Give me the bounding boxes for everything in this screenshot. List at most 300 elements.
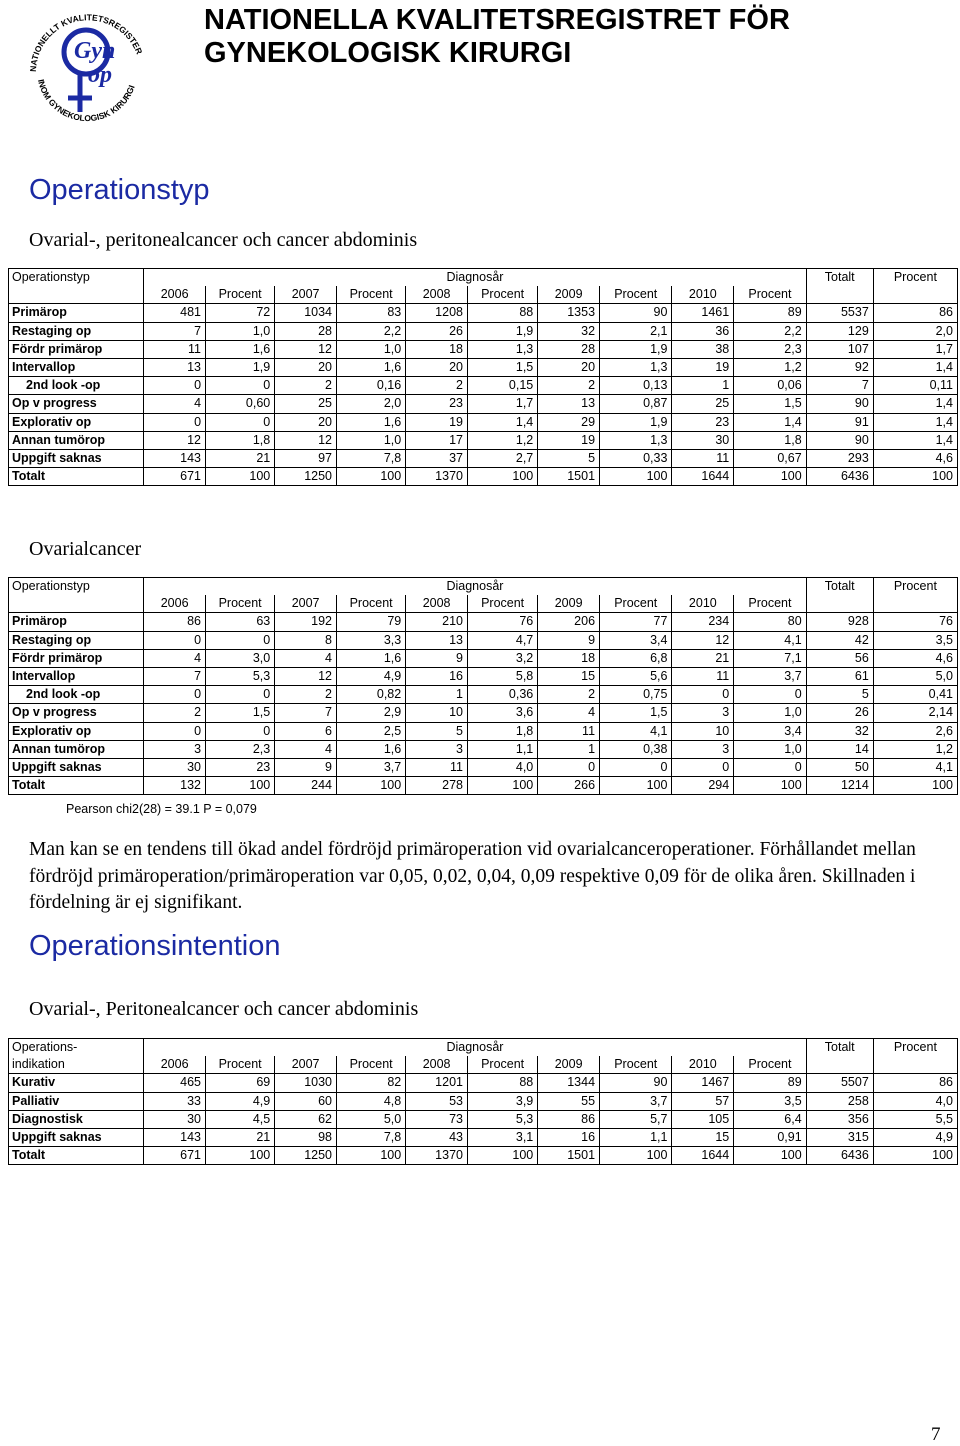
table-cell: 1,4 xyxy=(734,413,806,431)
row-label: Explorativ op xyxy=(9,722,144,740)
table-cell: 100 xyxy=(206,1147,275,1165)
table-cell: 100 xyxy=(734,1147,806,1165)
table-cell: 100 xyxy=(600,777,672,795)
table-cell: 61 xyxy=(806,667,873,685)
table-cell: 1,0 xyxy=(337,431,406,449)
col-header: Operations- xyxy=(9,1039,144,1057)
table-cell: 19 xyxy=(672,358,734,376)
table-cell: 32 xyxy=(806,722,873,740)
table-cell: 12 xyxy=(275,431,337,449)
table-cell: 30 xyxy=(144,758,206,776)
table-cell: 3,3 xyxy=(337,631,406,649)
table-cell: 33 xyxy=(144,1092,206,1110)
table-cell: 28 xyxy=(538,340,600,358)
table-row xyxy=(9,395,958,413)
table-cell: 3 xyxy=(672,740,734,758)
table-cell: 1201 xyxy=(406,1074,468,1092)
year-subheader: Procent xyxy=(206,286,275,304)
table-cell: 2,6 xyxy=(873,722,957,740)
table-cell: 3 xyxy=(672,704,734,722)
table-cell: 0 xyxy=(206,631,275,649)
table-cell: 100 xyxy=(873,777,957,795)
table-cell: 80 xyxy=(734,613,806,631)
table-cell: 1,2 xyxy=(873,740,957,758)
table-row xyxy=(9,1128,958,1146)
table-cell: 20 xyxy=(275,358,337,376)
year-subheader: 2009 xyxy=(538,1056,600,1074)
table-cell: 11 xyxy=(672,667,734,685)
row-label: Kurativ xyxy=(9,1074,144,1092)
table-cell: 671 xyxy=(144,468,206,486)
table-cell: 0 xyxy=(144,631,206,649)
table-cell: 1,8 xyxy=(206,431,275,449)
row-label: Restaging op xyxy=(9,631,144,649)
table-cell: 1 xyxy=(538,740,600,758)
year-subheader: Procent xyxy=(337,286,406,304)
section-subtitle-peritoneal: Ovarial-, Peritonealcancer och cancer abdominis xyxy=(29,998,419,1020)
totalt-blank xyxy=(806,1056,873,1074)
table-cell: 100 xyxy=(873,1147,957,1165)
table-cell: 2,2 xyxy=(734,322,806,340)
table-cell: 2,14 xyxy=(873,704,957,722)
table-row xyxy=(9,1074,958,1092)
table-cell: 23 xyxy=(206,758,275,776)
table-cell: 0,16 xyxy=(337,377,406,395)
table-row xyxy=(9,358,958,376)
table-cell: 3,7 xyxy=(734,667,806,685)
table-cell: 11 xyxy=(406,758,468,776)
document-header xyxy=(204,4,790,70)
section-subtitle-ovarial: Ovarial-, peritonealcancer och cancer abdominis xyxy=(29,229,418,251)
table-cell: 0,38 xyxy=(600,740,672,758)
table-cell: 5,3 xyxy=(467,1110,537,1128)
table-cell: 43 xyxy=(406,1128,468,1146)
table-cell: 1353 xyxy=(538,304,600,322)
table-cell: 21 xyxy=(206,1128,275,1146)
table-cell: 73 xyxy=(406,1110,468,1128)
table-cell: 2,3 xyxy=(206,740,275,758)
table-cell: 9 xyxy=(406,649,468,667)
table-cell: 13 xyxy=(406,631,468,649)
year-subheader: 2006 xyxy=(144,595,206,613)
row-label: Op v progress xyxy=(9,704,144,722)
table-cell: 2,9 xyxy=(337,704,406,722)
table-cell: 1,4 xyxy=(873,413,957,431)
table-cell: 1,9 xyxy=(206,358,275,376)
totalt-blank xyxy=(806,595,873,613)
table-row xyxy=(9,377,958,395)
header-line-1: NATIONELLA KVALITETSREGISTRET FÖR xyxy=(204,4,790,36)
table-cell: 4,0 xyxy=(873,1092,957,1110)
table-cell: 4 xyxy=(144,395,206,413)
table-cell: 143 xyxy=(144,1128,206,1146)
table-row xyxy=(9,649,958,667)
table-cell: 1,1 xyxy=(600,1128,672,1146)
table-cell: 1,6 xyxy=(337,358,406,376)
ovarialcancer-table xyxy=(8,577,958,795)
row-label: Primärop xyxy=(9,613,144,631)
table-cell: 315 xyxy=(806,1128,873,1146)
table-cell: 1,2 xyxy=(467,431,537,449)
table-cell: 0 xyxy=(144,413,206,431)
col-header-blank xyxy=(9,595,144,613)
table-cell: 2,0 xyxy=(873,322,957,340)
year-subheader: 2007 xyxy=(275,1056,337,1074)
table-cell: 0,87 xyxy=(600,395,672,413)
year-subheader: 2008 xyxy=(406,286,468,304)
table-row xyxy=(9,704,958,722)
table-cell: 5507 xyxy=(806,1074,873,1092)
table-cell: 3,7 xyxy=(337,758,406,776)
table-cell: 2,3 xyxy=(734,340,806,358)
row-label: Intervallop xyxy=(9,358,144,376)
table-cell: 17 xyxy=(406,431,468,449)
table-cell: 36 xyxy=(672,322,734,340)
table-cell: 7 xyxy=(275,704,337,722)
row-label: Primärop xyxy=(9,304,144,322)
table-cell: 18 xyxy=(538,649,600,667)
year-subheader: Procent xyxy=(600,1056,672,1074)
year-subheader: Procent xyxy=(467,1056,537,1074)
table-cell: 89 xyxy=(734,1074,806,1092)
table-cell: 4,1 xyxy=(734,631,806,649)
year-subheader: Procent xyxy=(600,595,672,613)
table-cell: 143 xyxy=(144,449,206,467)
table-cell: 2,2 xyxy=(337,322,406,340)
year-subheader: 2007 xyxy=(275,286,337,304)
row-label: Restaging op xyxy=(9,322,144,340)
table-cell: 1,2 xyxy=(734,358,806,376)
table-cell: 0,60 xyxy=(206,395,275,413)
table-cell: 0,41 xyxy=(873,686,957,704)
table-cell: 11 xyxy=(538,722,600,740)
year-subheader: 2007 xyxy=(275,595,337,613)
table-cell: 4,1 xyxy=(600,722,672,740)
table-cell: 4,9 xyxy=(873,1128,957,1146)
row-label: Totalt xyxy=(9,468,144,486)
subheader-row xyxy=(9,286,958,304)
table-row xyxy=(9,740,958,758)
table-cell: 30 xyxy=(144,1110,206,1128)
table-cell: 1344 xyxy=(538,1074,600,1092)
row-label: 2nd look -op xyxy=(9,377,144,395)
table-cell: 1208 xyxy=(406,304,468,322)
table-cell: 1214 xyxy=(806,777,873,795)
table-cell: 3,7 xyxy=(600,1092,672,1110)
table-cell: 7,1 xyxy=(734,649,806,667)
table-cell: 100 xyxy=(600,468,672,486)
table-cell: 100 xyxy=(734,777,806,795)
table-cell: 20 xyxy=(538,358,600,376)
logo-bottom-text: INOM GYNEKOLOGISK KIRURGI xyxy=(36,78,137,124)
table-cell: 3,6 xyxy=(467,704,537,722)
year-subheader: 2010 xyxy=(672,1056,734,1074)
table-cell: 38 xyxy=(672,340,734,358)
table-cell: 481 xyxy=(144,304,206,322)
row-label: 2nd look -op xyxy=(9,686,144,704)
totalt-header: Totalt xyxy=(806,578,873,596)
table-cell: 25 xyxy=(275,395,337,413)
table-cell: 1,7 xyxy=(467,395,537,413)
table-cell: 7 xyxy=(806,377,873,395)
table-cell: 1,5 xyxy=(600,704,672,722)
table-cell: 1250 xyxy=(275,468,337,486)
year-subheader: 2010 xyxy=(672,595,734,613)
table-cell: 0,15 xyxy=(467,377,537,395)
table-cell: 1,9 xyxy=(600,340,672,358)
table-cell: 1644 xyxy=(672,1147,734,1165)
table-cell: 4 xyxy=(275,649,337,667)
table-cell: 32 xyxy=(538,322,600,340)
table-cell: 26 xyxy=(806,704,873,722)
year-subheader: Procent xyxy=(734,1056,806,1074)
table-cell: 100 xyxy=(873,468,957,486)
table-cell: 6 xyxy=(275,722,337,740)
row-label: Fördr primärop xyxy=(9,340,144,358)
table-cell: 60 xyxy=(275,1092,337,1110)
table-cell: 210 xyxy=(406,613,468,631)
table-cell: 928 xyxy=(806,613,873,631)
table-cell: 88 xyxy=(467,304,537,322)
table-cell: 3,9 xyxy=(467,1092,537,1110)
table-cell: 0 xyxy=(206,413,275,431)
year-subheader: Procent xyxy=(734,286,806,304)
table-cell: 1,9 xyxy=(600,413,672,431)
table-cell: 10 xyxy=(672,722,734,740)
table-row xyxy=(9,686,958,704)
year-subheader: 2006 xyxy=(144,286,206,304)
table-cell: 50 xyxy=(806,758,873,776)
table-cell: 82 xyxy=(337,1074,406,1092)
table-cell: 0 xyxy=(144,377,206,395)
table-cell: 0 xyxy=(538,758,600,776)
table-cell: 293 xyxy=(806,449,873,467)
table-cell: 0,13 xyxy=(600,377,672,395)
table-cell: 13 xyxy=(538,395,600,413)
procent-header: Procent xyxy=(873,578,957,596)
year-subheader: Procent xyxy=(337,595,406,613)
table-cell: 100 xyxy=(206,468,275,486)
section-title-operationstyp: Operationstyp xyxy=(29,174,210,206)
table-cell: 2,7 xyxy=(467,449,537,467)
table-cell: 4,1 xyxy=(873,758,957,776)
table-cell: 2,5 xyxy=(337,722,406,740)
table-cell: 1501 xyxy=(538,1147,600,1165)
header-line-2: GYNEKOLOGISK KIRURGI xyxy=(204,37,572,69)
header-row xyxy=(9,269,958,287)
table-row xyxy=(9,758,958,776)
table-row xyxy=(9,1110,958,1128)
table-cell: 1,4 xyxy=(467,413,537,431)
table-cell: 20 xyxy=(275,413,337,431)
table-cell: 1250 xyxy=(275,1147,337,1165)
table-cell: 100 xyxy=(600,1147,672,1165)
table-cell: 42 xyxy=(806,631,873,649)
table-cell: 0,75 xyxy=(600,686,672,704)
table-cell: 0,91 xyxy=(734,1128,806,1146)
table-cell: 98 xyxy=(275,1128,337,1146)
table-cell: 0,33 xyxy=(600,449,672,467)
table-cell: 12 xyxy=(275,667,337,685)
table-cell: 4,9 xyxy=(337,667,406,685)
table-cell: 12 xyxy=(672,631,734,649)
table-cell: 55 xyxy=(538,1092,600,1110)
year-subheader: 2008 xyxy=(406,1056,468,1074)
logo-mark-top: Gyn xyxy=(74,38,116,64)
table-cell: 1,8 xyxy=(467,722,537,740)
table-cell: 1,4 xyxy=(873,358,957,376)
table-cell: 1,0 xyxy=(734,740,806,758)
table-cell: 465 xyxy=(144,1074,206,1092)
table-cell: 16 xyxy=(538,1128,600,1146)
table-cell: 2 xyxy=(406,377,468,395)
table-cell: 5 xyxy=(406,722,468,740)
subheader-row xyxy=(9,595,958,613)
table-cell: 23 xyxy=(406,395,468,413)
section-title-operationsintention: Operationsintention xyxy=(29,930,281,962)
table-cell: 100 xyxy=(467,468,537,486)
table-cell: 206 xyxy=(538,613,600,631)
table-cell: 53 xyxy=(406,1092,468,1110)
table-cell: 100 xyxy=(337,1147,406,1165)
table-cell: 5 xyxy=(538,449,600,467)
table-cell: 1,3 xyxy=(600,358,672,376)
table-cell: 4,6 xyxy=(873,449,957,467)
table-cell: 100 xyxy=(337,468,406,486)
table-cell: 100 xyxy=(467,777,537,795)
table-cell: 1501 xyxy=(538,468,600,486)
table-cell: 1,0 xyxy=(734,704,806,722)
table-cell: 6436 xyxy=(806,468,873,486)
table-row xyxy=(9,413,958,431)
table-cell: 28 xyxy=(275,322,337,340)
table-cell: 76 xyxy=(873,613,957,631)
table-row xyxy=(9,340,958,358)
totalt-header: Totalt xyxy=(806,269,873,287)
table-cell: 16 xyxy=(406,667,468,685)
table-cell: 356 xyxy=(806,1110,873,1128)
table-cell: 5,0 xyxy=(337,1110,406,1128)
table-cell: 72 xyxy=(206,304,275,322)
table-cell: 62 xyxy=(275,1110,337,1128)
registry-logo xyxy=(24,0,150,130)
table-row xyxy=(9,613,958,631)
table-cell: 3,4 xyxy=(600,631,672,649)
table-cell: 1370 xyxy=(406,468,468,486)
diagnosar-header: Diagnosår xyxy=(144,578,806,596)
table-row xyxy=(9,431,958,449)
table-cell: 2 xyxy=(275,377,337,395)
logo-top-text: NATIONELLT KVALITETSREGISTER xyxy=(27,12,145,73)
table-cell: 1,4 xyxy=(873,431,957,449)
year-subheader: Procent xyxy=(467,286,537,304)
table-cell: 5,5 xyxy=(873,1110,957,1128)
table-cell: 77 xyxy=(600,613,672,631)
table-cell: 2 xyxy=(144,704,206,722)
table-cell: 56 xyxy=(806,649,873,667)
procent-blank xyxy=(873,286,957,304)
table-cell: 18 xyxy=(406,340,468,358)
table-cell: 12 xyxy=(275,340,337,358)
table-cell: 30 xyxy=(672,431,734,449)
page-number: 7 xyxy=(931,1424,941,1445)
table-cell: 1,0 xyxy=(206,322,275,340)
procent-blank xyxy=(873,1056,957,1074)
table-cell: 3,0 xyxy=(206,649,275,667)
table-cell: 0 xyxy=(734,686,806,704)
table-cell: 1,9 xyxy=(467,322,537,340)
table-cell: 6436 xyxy=(806,1147,873,1165)
table-cell: 76 xyxy=(467,613,537,631)
table-row xyxy=(9,631,958,649)
table-cell: 1,5 xyxy=(734,395,806,413)
table-cell: 1,3 xyxy=(600,431,672,449)
table-cell: 100 xyxy=(337,777,406,795)
col-header-line-2: indikation xyxy=(9,1056,144,1074)
table-cell: 92 xyxy=(806,358,873,376)
table-cell: 4 xyxy=(275,740,337,758)
year-subheader: Procent xyxy=(337,1056,406,1074)
table-cell: 21 xyxy=(206,449,275,467)
table-cell: 0 xyxy=(206,686,275,704)
table-cell: 1461 xyxy=(672,304,734,322)
table-cell: 107 xyxy=(806,340,873,358)
table-cell: 5,8 xyxy=(467,667,537,685)
table-cell: 1,6 xyxy=(337,740,406,758)
table-cell: 12 xyxy=(144,431,206,449)
table-cell: 1,3 xyxy=(467,340,537,358)
table-cell: 7,8 xyxy=(337,1128,406,1146)
table-cell: 90 xyxy=(806,431,873,449)
procent-header: Procent xyxy=(873,1039,957,1057)
table-cell: 11 xyxy=(672,449,734,467)
col-header: Operationstyp xyxy=(9,269,144,287)
table-cell: 0 xyxy=(672,758,734,776)
table-cell: 2,0 xyxy=(337,395,406,413)
year-subheader: 2008 xyxy=(406,595,468,613)
table-cell: 23 xyxy=(672,413,734,431)
table-cell: 4,5 xyxy=(206,1110,275,1128)
table-cell: 671 xyxy=(144,1147,206,1165)
pearson-note: Pearson chi2(28) = 39.1 P = 0,079 xyxy=(66,802,257,816)
diagnosar-header: Diagnosår xyxy=(144,1039,806,1057)
subheader-row xyxy=(9,1056,958,1074)
table-cell: 129 xyxy=(806,322,873,340)
year-subheader: 2009 xyxy=(538,286,600,304)
table-cell: 3,2 xyxy=(467,649,537,667)
table-cell: 7,8 xyxy=(337,449,406,467)
header-row xyxy=(9,578,958,596)
table-cell: 1,0 xyxy=(337,340,406,358)
row-label: Op v progress xyxy=(9,395,144,413)
row-label: Diagnostisk xyxy=(9,1110,144,1128)
table-cell: 88 xyxy=(467,1074,537,1092)
table-cell: 89 xyxy=(734,304,806,322)
table-cell: 91 xyxy=(806,413,873,431)
row-label: Uppgift saknas xyxy=(9,758,144,776)
table-cell: 29 xyxy=(538,413,600,431)
year-subheader: Procent xyxy=(734,595,806,613)
table-cell: 1034 xyxy=(275,304,337,322)
table-cell: 1644 xyxy=(672,468,734,486)
row-label: Intervallop xyxy=(9,667,144,685)
table-cell: 1,6 xyxy=(337,649,406,667)
table-cell: 63 xyxy=(206,613,275,631)
row-label: Annan tumörop xyxy=(9,740,144,758)
table-cell: 0,11 xyxy=(873,377,957,395)
table-cell: 86 xyxy=(144,613,206,631)
table-cell: 2 xyxy=(275,686,337,704)
